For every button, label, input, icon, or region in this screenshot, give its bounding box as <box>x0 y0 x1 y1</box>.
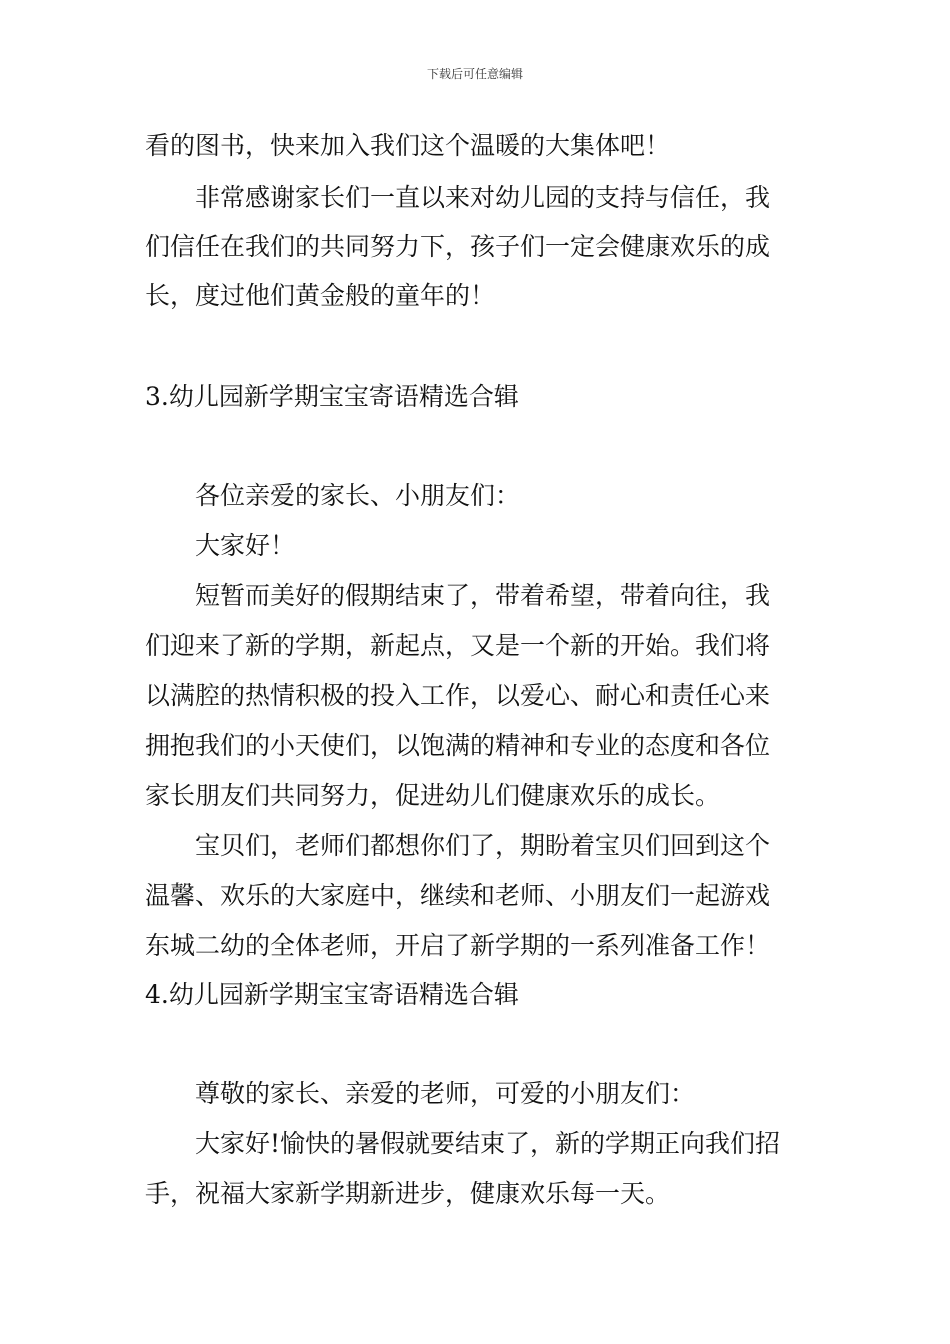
paragraph-line: 长，度过他们黄金般的童年的！ <box>145 281 496 310</box>
paragraph-line: 看的图书，快来加入我们这个温暖的大集体吧！ <box>145 131 671 160</box>
paragraph-line: 东城二幼的全体老师，开启了新学期的一系列准备工作！ <box>145 931 771 960</box>
paragraph-line: 家长朋友们共同努力，促进幼儿们健康欢乐的成长。 <box>145 781 721 810</box>
paragraph-line: 们信任在我们的共同努力下，孩子们一定会健康欢乐的成 <box>145 232 771 261</box>
paragraph-line: 温馨、欢乐的大家庭中，继续和老师、小朋友们一起游戏 <box>145 881 771 910</box>
paragraph-line: 宝贝们，老师们都想你们了，期盼着宝贝们回到这个 <box>195 831 771 860</box>
paragraph-line: 大家好!愉快的暑假就要结束了，新的学期正向我们招 <box>195 1129 781 1158</box>
greeting-line: 尊敬的家长、亲爱的老师，可爱的小朋友们： <box>195 1079 696 1108</box>
paragraph-line: 拥抱我们的小天使们，以饱满的精神和专业的态度和各位 <box>145 731 771 760</box>
paragraph-line: 非常感谢家长们一直以来对幼儿园的支持与信任，我 <box>195 183 771 212</box>
paragraph-line: 短暂而美好的假期结束了，带着希望，带着向往，我 <box>195 581 771 610</box>
page-header: 下载后可任意编辑 <box>426 67 523 81</box>
section-heading: 3.幼儿园新学期宝宝寄语精选合辑 <box>145 382 519 411</box>
paragraph-line: 手，祝福大家新学期新进步，健康欢乐每一天。 <box>145 1179 671 1208</box>
paragraph-line: 们迎来了新的学期，新起点，又是一个新的开始。我们将 <box>145 631 771 660</box>
paragraph-line: 以满腔的热情积极的投入工作，以爱心、耐心和责任心来 <box>145 681 771 710</box>
greeting-line: 大家好！ <box>195 531 296 560</box>
greeting-line: 各位亲爱的家长、小朋友们： <box>195 481 521 510</box>
section-heading: 4.幼儿园新学期宝宝寄语精选合辑 <box>145 980 519 1009</box>
